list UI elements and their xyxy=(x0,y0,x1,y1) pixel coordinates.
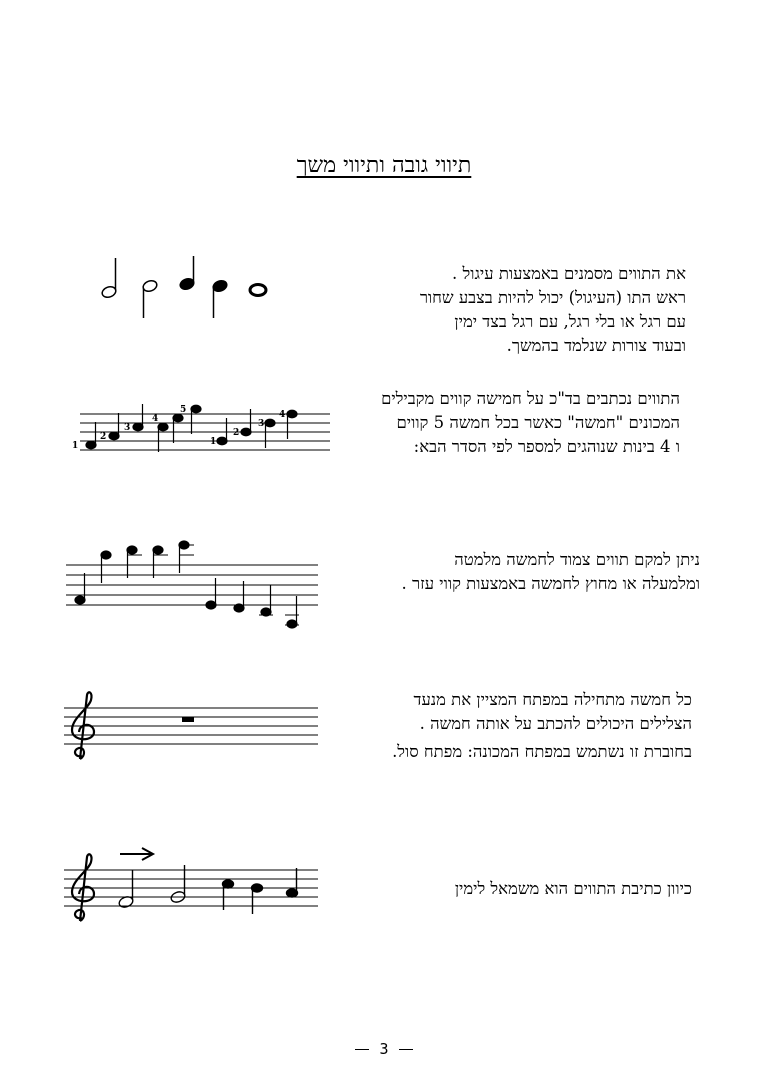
space-number: 4 xyxy=(279,410,286,420)
paragraph-staff xyxy=(381,387,680,459)
space-number: 1 xyxy=(210,437,217,447)
figure-treble-clef-staff xyxy=(64,690,318,770)
paragraph-notes xyxy=(420,262,686,358)
page-number xyxy=(0,1040,768,1058)
text-line: את התווים מסמנים באמצעות עיגול . xyxy=(452,264,686,283)
line-number: 3 xyxy=(124,423,131,433)
figure-ledger-lines xyxy=(66,538,318,638)
space-number: 3 xyxy=(258,419,265,429)
text-line: ו 4 בינות שנוהגים למספר לפי הסדר הבא: xyxy=(413,437,680,456)
paragraph-clef xyxy=(392,688,692,764)
text-line: בחוברת זו נשתמש במפתח המכונה: מפתח סול. xyxy=(392,742,692,761)
figure-note-shapes xyxy=(90,250,280,322)
text-line: ומלמעלה או מחוץ לחמשה באמצעות קווי עזר . xyxy=(401,574,700,593)
text-line: הצלילים היכולים להכתב על אותה חמשה . xyxy=(419,714,692,733)
paragraph-ledger xyxy=(402,548,700,596)
page-number-text: 3 xyxy=(379,1040,389,1058)
text-line: ראש התו (העיגול) יכול להיות בצבע שחור xyxy=(419,288,686,307)
figure-direction xyxy=(64,840,318,932)
page-title: תיווי גובה ותיווי משך xyxy=(296,153,472,178)
line-number: 5 xyxy=(180,405,187,415)
text-line: התווים נכתבים בד"כ על חמישה קווים מקבילים xyxy=(381,389,680,408)
text-line: כיוון כתיבת התווים הוא משמאל לימין xyxy=(454,879,692,898)
line-number: 2 xyxy=(100,432,107,442)
text-line: ובעוד צורות שנלמד בהמשך. xyxy=(506,336,686,355)
text-line: המכונים "חמשה" כאשר בכל חמשה 5 קווים xyxy=(396,413,680,432)
line-number: 1 xyxy=(72,441,79,451)
whole-rest-icon xyxy=(182,717,194,722)
footer-dash xyxy=(355,1049,369,1050)
line-number: 4 xyxy=(152,414,159,424)
text-line: כל חמשה מתחילה במפתח המציין את מנעד xyxy=(413,690,692,709)
arrow-right-icon xyxy=(120,848,153,860)
figure-staff-numbering xyxy=(68,400,330,460)
text-line: ניתן למקם תווים צמוד לחמשה מלמטה xyxy=(454,550,700,569)
footer-dash xyxy=(399,1049,413,1050)
whole-note xyxy=(250,285,266,296)
text-line: עם רגל או בלי רגל, עם רגל בצד ימין xyxy=(454,312,686,331)
paragraph-direction xyxy=(455,877,692,901)
space-number: 2 xyxy=(233,428,240,438)
